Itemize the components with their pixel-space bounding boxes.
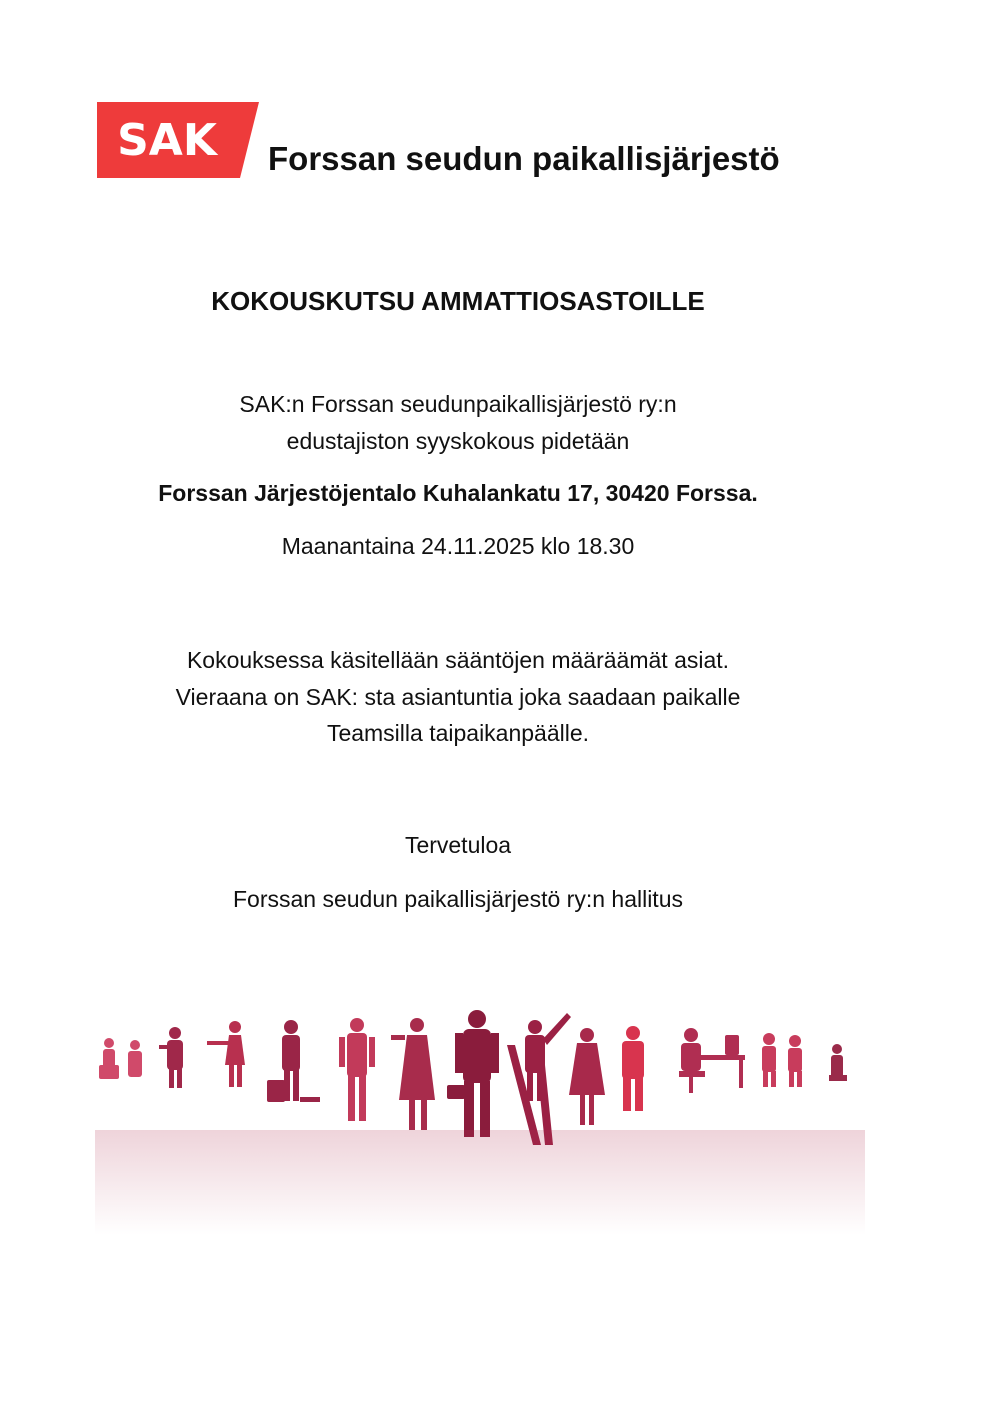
invitation-heading: KOKOUSKUTSU AMMATTIOSASTOILLE: [211, 286, 705, 316]
workers-silhouettes-icon: [95, 1005, 865, 1235]
signature-text: Forssan seudun paikallisjärjestö ry:n hallitus: [233, 886, 683, 912]
intro-line-1: SAK:n Forssan seudunpaikallisjärjestö ry:n: [239, 391, 677, 417]
welcome-text: Tervetuloa: [404, 832, 512, 858]
sak-logo: [97, 102, 259, 178]
organization-title: Forssan seudun paikallisjärjestö: [268, 140, 780, 177]
meeting-datetime: Maanantaina 24.11.2025 klo 18.30: [281, 533, 635, 559]
agenda-line-3: Teamsilla taipaikanpäälle.: [326, 720, 590, 746]
agenda-line-1: Kokouksessa käsitellään sääntöjen määräämät asiat.: [186, 647, 730, 673]
meeting-venue: Forssan Järjestöjentalo Kuhalankatu 17, 30420 Forssa.: [158, 480, 758, 506]
sak-logo-text: SAK: [117, 115, 217, 166]
intro-line-2: edustajiston syyskokous pidetään: [286, 428, 630, 454]
agenda-line-2: Vieraana on SAK: sta asiantuntia joka saadaan paikalle: [175, 684, 741, 710]
